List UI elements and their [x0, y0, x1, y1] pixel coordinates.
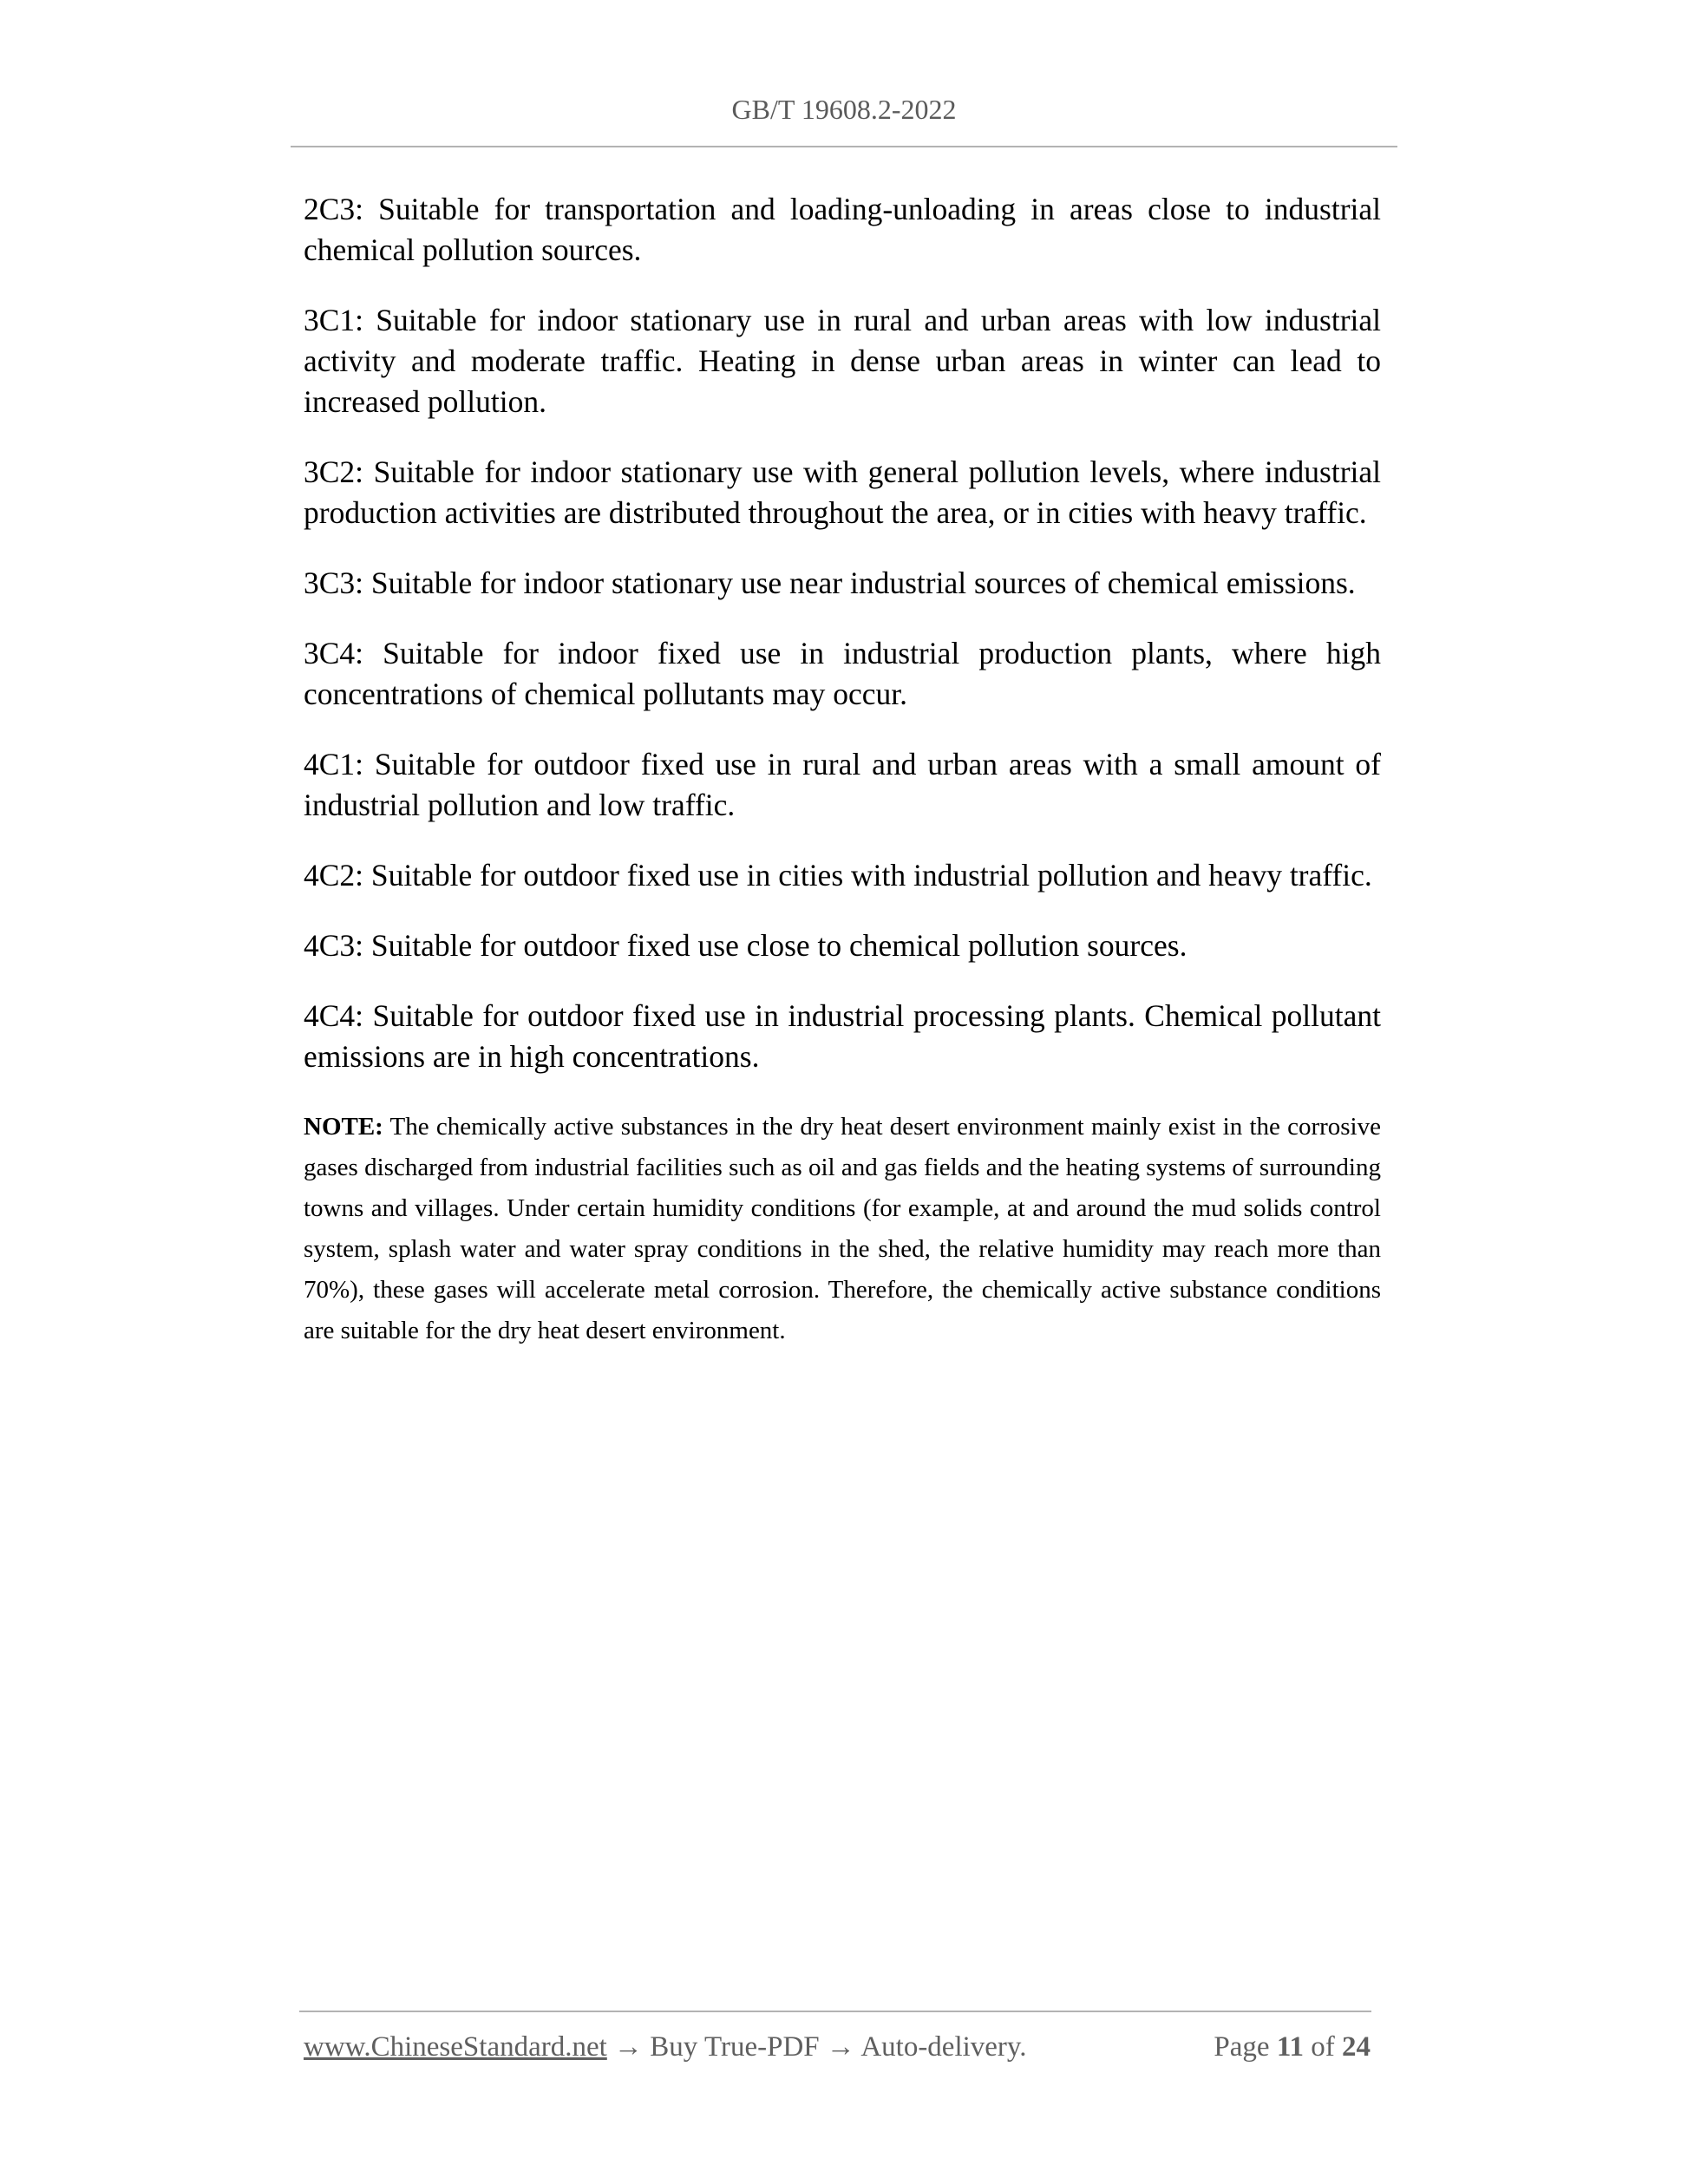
- footer-divider: [299, 2011, 1371, 2012]
- paragraph-3c1: 3C1: Suitable for indoor stationary use in rural and urban areas with low industrial activity and moderate traffic. Heating in dense urban areas in winter can lead to increased pollution.: [304, 303, 1381, 419]
- page-label: Page: [1214, 2031, 1270, 2063]
- note-text: The chemically active substances in the dry heat desert environment mainly exist in the corrosive gases discharged from industrial facilities such as oil and gas fields and the heating systems of surrounding towns and villages. Under certain humidity conditions (for example, at and around the mud solids control system, splash water and water spray conditions in the shed, the relative humidity may reach more than 70%), these gases will accelerate metal corrosion. Therefore, the chemically active substance conditions are suitable for the dry heat desert environment.: [304, 1113, 1381, 1344]
- paragraph-3c3: 3C3: Suitable for indoor stationary use near industrial sources of chemical emissions.: [304, 566, 1356, 600]
- arrow-right-icon: →: [826, 2031, 855, 2063]
- paragraph-4c3: 4C3: Suitable for outdoor fixed use close to chemical pollution sources.: [304, 928, 1187, 963]
- chinesestandard-link[interactable]: www.ChineseStandard.net: [304, 2031, 607, 2063]
- footer-promo: [304, 2031, 1027, 2063]
- arrow-right-icon: →: [614, 2031, 644, 2063]
- document-body: [304, 189, 1381, 1351]
- page-indicator: [1214, 2031, 1371, 2063]
- paragraph-4c2: 4C2: Suitable for outdoor fixed use in cities with industrial pollution and heavy traffic.: [304, 858, 1372, 893]
- of-label: of: [1311, 2031, 1335, 2063]
- current-page-number: 11: [1276, 2031, 1304, 2063]
- note-label: NOTE:: [304, 1113, 383, 1141]
- total-page-count: 24: [1342, 2031, 1371, 2063]
- buy-true-pdf-text: Buy True-PDF: [650, 2031, 820, 2063]
- header-divider: [291, 146, 1397, 147]
- auto-delivery-text: Auto-delivery.: [860, 2031, 1027, 2063]
- paragraph-4c1: 4C1: Suitable for outdoor fixed use in rural and urban areas with a small amount of industrial pollution and low traffic.: [304, 747, 1381, 822]
- paragraph-3c2: 3C2: Suitable for indoor stationary use with general pollution levels, where industrial production activities are distributed throughout the area, or in cities with heavy traffic.: [304, 454, 1381, 530]
- paragraph-2c3: 2C3: Suitable for transportation and loading-unloading in areas close to industrial chemical pollution sources.: [304, 192, 1381, 267]
- paragraph-3c4: 3C4: Suitable for indoor fixed use in industrial production plants, where high concentrations of chemical pollutants may occur.: [304, 636, 1381, 711]
- note-block: [304, 1107, 1381, 1351]
- document-header-title: GB/T 19608.2-2022: [731, 94, 957, 125]
- paragraph-4c4: 4C4: Suitable for outdoor fixed use in industrial processing plants. Chemical pollutant emissions are in high concentrations.: [304, 998, 1381, 1074]
